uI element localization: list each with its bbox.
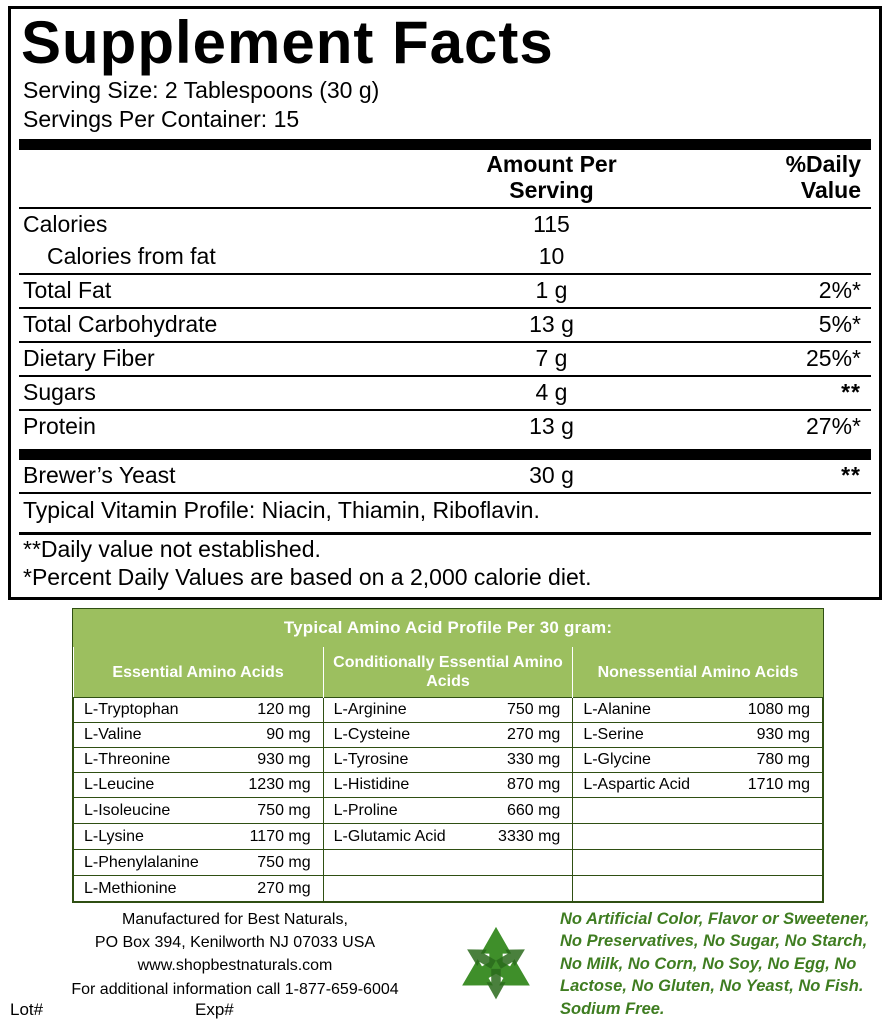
amino-cell <box>74 824 324 850</box>
nutrient-amount: 10 <box>538 242 565 269</box>
supplement-facts-panel <box>8 6 882 600</box>
table-row <box>19 208 871 241</box>
nutrient-dv: 2%* <box>684 274 871 308</box>
amino-name: L-Arginine <box>333 701 407 719</box>
header-amount-line1: Amount Per <box>486 151 617 178</box>
header-amount-per-serving <box>419 150 683 208</box>
amino-cell <box>323 723 573 748</box>
amino-value: 870 mg <box>506 776 561 794</box>
table-row <box>19 241 871 274</box>
amino-value: 1080 mg <box>747 701 810 719</box>
ingredient-name: Brewer’s Yeast <box>23 461 176 488</box>
table-row <box>74 850 823 876</box>
nutrient-name: Dietary Fiber <box>19 342 419 376</box>
table-row <box>19 308 871 342</box>
amino-name: L-Lysine <box>84 827 144 845</box>
amino-table-header <box>74 647 823 698</box>
table-row <box>74 723 823 748</box>
amino-cell-empty <box>573 850 823 876</box>
amino-value: 270 mg <box>506 726 561 744</box>
servings-per-container-text: Servings Per Container: 15 <box>23 105 300 132</box>
table-row <box>19 274 871 308</box>
header-blank <box>19 150 419 208</box>
manufacturer-info <box>40 908 430 1001</box>
amino-table-title: Typical Amino Acid Profile Per 30 gram: <box>73 609 823 647</box>
nutrient-dv: 5%* <box>684 308 871 342</box>
table-row <box>74 876 823 902</box>
table-row <box>74 748 823 773</box>
yeast-table <box>19 460 871 492</box>
nutrient-name: Total Fat <box>19 274 419 308</box>
amino-name: L-Alanine <box>583 701 651 719</box>
amino-value: 750 mg <box>257 853 311 871</box>
amino-name: L-Isoleucine <box>84 801 171 819</box>
nutrient-dv: 27%* <box>684 410 871 443</box>
table-row <box>74 824 823 850</box>
thick-divider-2 <box>19 449 871 460</box>
amino-value: 750 mg <box>257 801 311 819</box>
vitamin-profile-text: Typical Vitamin Profile: Niacin, Thiamin, Riboflavin. <box>19 492 871 528</box>
amino-cell <box>323 698 573 723</box>
amino-name: L-Serine <box>583 726 644 744</box>
amino-value: 930 mg <box>257 751 311 769</box>
nutrient-amount: 7 g <box>419 342 683 376</box>
ingredient-amount: 30 g <box>529 461 574 488</box>
amino-name: L-Glutamic Acid <box>333 827 446 845</box>
amino-cell <box>573 748 823 773</box>
product-claims-text: No Artificial Color, Flavor or Sweetener, No Preservatives, No Sugar, No Starch, No Milk, No Corn, No Soy, No Egg, No Lactose, No Gluten, No Yeast, No Fish. Sodium Free. <box>560 910 870 1018</box>
amino-cell <box>323 773 573 798</box>
amino-value: 270 mg <box>257 879 311 897</box>
footnote-percent-daily-values: *Percent Daily Values are based on a 2,000 calorie diet. <box>23 563 592 590</box>
amino-name: L-Valine <box>84 726 142 744</box>
serving-size-text: Serving Size: 2 Tablespoons (30 g) <box>23 76 380 103</box>
amino-cell-empty <box>573 798 823 824</box>
nutrient-dv <box>684 208 871 241</box>
nutrient-amount: 115 <box>419 208 683 241</box>
amino-acid-panel <box>72 608 824 903</box>
exp-label: Exp# <box>195 1000 234 1019</box>
nutrient-name: Total Carbohydrate <box>19 308 419 342</box>
nutrient-amount: 13 g <box>419 410 683 443</box>
amino-value: 930 mg <box>756 726 810 744</box>
header-dv-line1: %Daily <box>785 151 861 178</box>
amino-cell <box>573 773 823 798</box>
table-row <box>74 773 823 798</box>
amino-value: 330 mg <box>506 751 561 769</box>
recycle-icon <box>448 925 544 1007</box>
amino-value: 780 mg <box>756 751 810 769</box>
amino-value: 660 mg <box>506 801 561 819</box>
amino-name: L-Glycine <box>583 751 651 769</box>
table-row <box>19 460 871 492</box>
amino-cell <box>323 798 573 824</box>
thick-divider <box>19 139 871 150</box>
amino-cell <box>74 723 324 748</box>
address-line: PO Box 394, Kenilworth NJ 07033 USA <box>94 934 376 952</box>
amino-cell <box>74 773 324 798</box>
table-row <box>19 410 871 443</box>
header-amount-line2: Serving <box>509 177 594 204</box>
amino-acid-table <box>73 647 823 902</box>
nutrient-name: Calories from fat <box>47 242 216 269</box>
footnote-daily-value-not-established: **Daily value not established. <box>23 535 321 562</box>
amino-cell-empty <box>573 824 823 850</box>
amino-column-conditionally-essential: Conditionally Essential Amino Acids <box>323 647 573 698</box>
amino-cell-empty <box>323 876 573 902</box>
header-dv-line2: Value <box>800 177 861 204</box>
amino-cell <box>74 876 324 902</box>
amino-cell <box>573 698 823 723</box>
amino-cell <box>74 798 324 824</box>
amino-value: 1230 mg <box>248 776 311 794</box>
amino-cell <box>323 748 573 773</box>
amino-cell <box>74 850 324 876</box>
lot-label: Lot# <box>10 1000 44 1019</box>
table-row <box>19 342 871 376</box>
manufacturer-line: Manufactured for Best Naturals, <box>122 911 348 928</box>
nutrient-name: Calories <box>19 208 419 241</box>
amino-name: L-Tryptophan <box>84 701 179 719</box>
nutrition-table-header <box>19 150 871 208</box>
nutrient-dv: ** <box>684 376 871 410</box>
amino-cell <box>573 723 823 748</box>
amino-value: 90 mg <box>266 726 311 744</box>
amino-column-nonessential: Nonessential Amino Acids <box>573 647 823 698</box>
phone-line: For additional information call 1-877-659-6004 <box>71 980 399 998</box>
amino-name: L-Histidine <box>333 776 410 794</box>
header-daily-value <box>684 150 871 208</box>
nutrient-name: Protein <box>19 410 419 443</box>
amino-value: 1710 mg <box>747 776 810 794</box>
amino-cell-empty <box>323 850 573 876</box>
amino-name: L-Leucine <box>84 776 155 794</box>
amino-value: 750 mg <box>506 701 561 719</box>
amino-cell-empty <box>573 876 823 902</box>
amino-column-essential: Essential Amino Acids <box>74 647 324 698</box>
amino-cell <box>74 748 324 773</box>
amino-name: L-Cysteine <box>333 726 411 744</box>
ingredient-dv: ** <box>841 461 861 488</box>
nutrition-table <box>19 150 871 443</box>
nutrient-amount: 1 g <box>419 274 683 308</box>
table-row <box>74 698 823 723</box>
amino-cell <box>74 698 324 723</box>
nutrient-amount: 4 g <box>419 376 683 410</box>
nutrient-dv <box>684 241 871 274</box>
page-title: Supplement Facts <box>21 9 554 76</box>
amino-value: 120 mg <box>257 701 311 719</box>
amino-value: 1170 mg <box>249 827 311 845</box>
nutrient-dv: 25%* <box>684 342 871 376</box>
amino-name: L-Proline <box>333 801 398 819</box>
lot-exp-row <box>10 1000 430 1020</box>
nutrient-amount: 13 g <box>419 308 683 342</box>
nutrient-name: Sugars <box>19 376 419 410</box>
amino-name: L-Phenylalanine <box>84 853 199 871</box>
table-row <box>74 798 823 824</box>
table-row <box>19 376 871 410</box>
website-link[interactable]: www.shopbestnaturals.com <box>137 957 333 975</box>
amino-name: L-Aspartic Acid <box>583 776 691 794</box>
amino-value: 3330 mg <box>498 827 561 845</box>
amino-name: L-Threonine <box>84 751 171 769</box>
amino-cell <box>323 824 573 850</box>
amino-name: L-Tyrosine <box>333 751 409 769</box>
amino-name: L-Methionine <box>84 879 177 897</box>
